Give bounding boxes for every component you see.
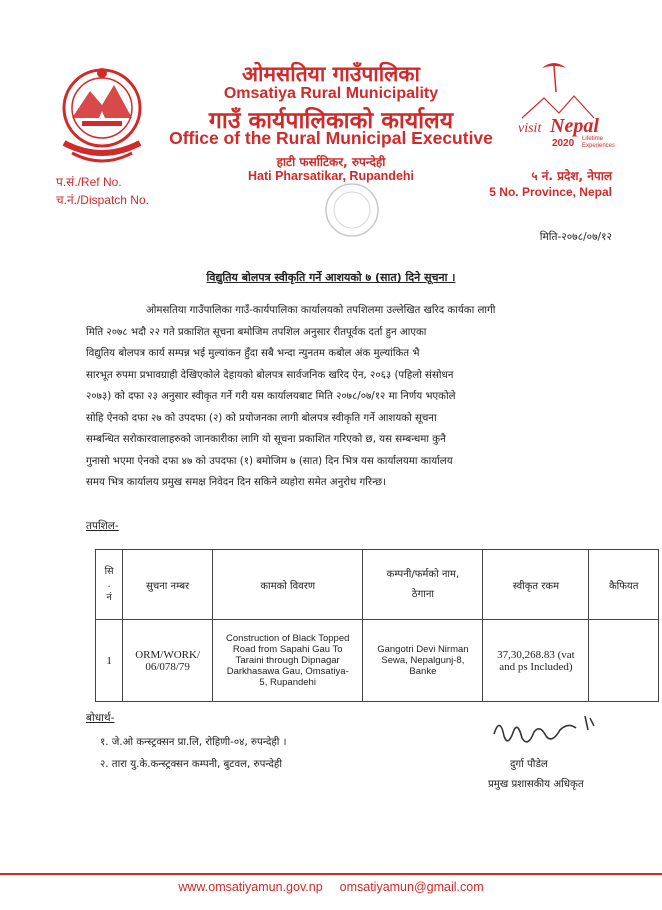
visit-text: visit bbox=[518, 121, 542, 136]
body-line: २०७३) को दफा २३ अनुसार स्वीकृत गर्ने गरी यस कार्यालयबाट मिति २०७८/०७/१२ मा निर्णय भएकोले bbox=[86, 391, 456, 402]
cell-work: Construction of Black Topped Road from Sapahi Gau To Taraini through Dipnagar Darkhasawa Gau, Omsatiya- 5, Rupandehi bbox=[213, 620, 363, 702]
cell-company: Gangotri Devi Nirman Sewa, Nepalgunj-8, Banke bbox=[363, 620, 483, 702]
body-line: मिति २०७८ भदौ २२ गते प्रकाशित सूचना बमोजिम तपशिल अनुसार रीतपूर्वक दर्ता हुन आएका bbox=[86, 326, 427, 338]
date: मिति-२०७८/०७/१२ bbox=[539, 231, 612, 243]
cell-sn: 1 bbox=[96, 620, 123, 702]
address-np: हाटी फर्साटिकर, रुपन्देही bbox=[276, 155, 386, 169]
footer-contacts bbox=[0, 880, 662, 894]
body-line: सम्बन्धित सरोकारवालाहरुको जानकारीका लागि यो सूचना प्रकाशित गरिएको छ, यस सम्बन्धमा कुनै bbox=[86, 434, 446, 445]
cell-amount: 37,30,268.83 (vat and ps Included) bbox=[483, 620, 589, 702]
province-np: ५ नं. प्रदेश, नेपाल bbox=[531, 169, 612, 183]
body-line: सोहि ऐनको दफा २७ को उपदफा (२) को प्रयोजनका लागी बोलपत्र स्वीकृति गर्ने आशयको सूचना bbox=[86, 412, 437, 424]
header-work: कामको विवरण bbox=[213, 550, 363, 620]
info-label: बोधार्थ- bbox=[86, 712, 115, 724]
table-header-row bbox=[96, 550, 659, 620]
ref-no-label: प.सं./Ref No. bbox=[56, 175, 122, 189]
body-line: गुनासो भएमा ऐनको दफा ४७ को उपदफा (१) बमोजिम ७ (सात) दिन भित्र यस कार्यालयमा कार्यालय bbox=[86, 455, 453, 467]
signature-mark bbox=[490, 712, 600, 752]
signatory-name: दुर्गा पौडेल bbox=[510, 759, 548, 770]
cell-remarks bbox=[589, 620, 659, 702]
info-item: २. तारा यु.के.कन्स्ट्रक्सन कम्पनी, बुटवल, रुपन्देही bbox=[100, 759, 282, 770]
body-line: सारभूत रुपमा प्रभावग्राही देखिएकोले देहायको बोलपत्र सार्वजनिक खरिद ऐन, २०६३ (पहिलो संसोधन bbox=[86, 369, 454, 381]
header-company: कम्पनी/फर्मको नाम, ठेगाना bbox=[363, 550, 483, 620]
dispatch-no-label: च.नं./Dispatch No. bbox=[56, 193, 149, 207]
office-name-en: Office of the Rural Municipal Executive bbox=[169, 128, 493, 148]
cell-notice-no: ORM/WORK/ 06/078/79 bbox=[123, 620, 213, 702]
header-remarks: कैफियत bbox=[589, 550, 659, 620]
nepal-text: Nepal bbox=[550, 115, 599, 137]
experiences-text: Experiences bbox=[582, 143, 616, 148]
year-text: 2020 bbox=[552, 138, 575, 148]
body-line: ओमसतिया गाउँपालिका गाउँ-कार्यपालिका कार्यालयको तपशिलमा उल्लेखित खरिद कार्यका लागी bbox=[146, 305, 496, 316]
schedule-table bbox=[95, 549, 659, 702]
municipality-name-np: ओमसतिया गाउँपालिका bbox=[242, 62, 420, 86]
address-en: Hati Pharsatikar, Rupandehi bbox=[247, 169, 415, 183]
website-link[interactable]: www.omsatiyamun.gov.np bbox=[178, 880, 323, 894]
visit-nepal-logo bbox=[514, 58, 624, 148]
info-item: १. जे.ओ कन्स्ट्रक्सन प्रा.लि, रोहिणी-०४, रुपन्देही । bbox=[100, 737, 287, 748]
notice-body bbox=[86, 300, 586, 494]
lifetime-text: Lifetime bbox=[582, 136, 604, 142]
body-line: समय भित्र कार्यालय प्रमुख समक्ष निवेदन दिन सकिने व्यहोरा समेत अनुरोध गरिन्छ। bbox=[86, 477, 386, 488]
footer-divider bbox=[0, 873, 662, 875]
header-amount: स्वीकृत रकम bbox=[483, 550, 589, 620]
schedule-label: तपशिल- bbox=[86, 520, 119, 532]
body-line: विद्युतिय बोलपत्र कार्य सम्पन्न भई मुल्यांकन हुँदा सबै भन्दा न्युनतम कबोल अंक मुल्यांकित भै bbox=[86, 348, 420, 359]
municipality-name-en: Omsatiya Rural Municipality bbox=[223, 85, 439, 102]
office-name-np: गाउँ कार्यपालिकाको कार्यालय bbox=[208, 108, 454, 134]
office-stamp bbox=[322, 180, 382, 240]
province-en: 5 No. Province, Nepal bbox=[489, 185, 612, 199]
table-row bbox=[96, 620, 659, 702]
signatory-title: प्रमुख प्रशासकीय अधिकृत bbox=[488, 779, 584, 790]
notice-title: विद्युतिय बोलपत्र स्वीकृति गर्ने आशयको ७ (सात) दिने सूचना । bbox=[206, 271, 456, 284]
email-link[interactable]: omsatiyamun@gmail.com bbox=[339, 880, 484, 894]
header-sn: सि . नं bbox=[96, 550, 123, 620]
header-notice-no: सुचना नम्बर bbox=[123, 550, 213, 620]
